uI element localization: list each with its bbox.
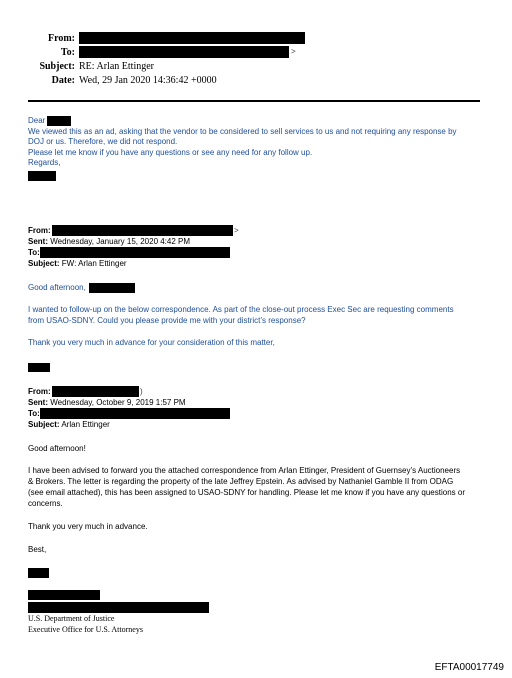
- fwd2-subject-line: [28, 420, 110, 431]
- redaction-fwd2-from: [52, 386, 139, 397]
- redaction-header-from: [79, 32, 305, 44]
- fwd1-greeting: Good afternoon,: [28, 283, 86, 292]
- redaction-reply-name: [47, 116, 71, 126]
- redaction-fwd1-to: [40, 247, 230, 258]
- reply-body-line2: DOJ or us. Therefore, we did not respond.: [28, 137, 178, 146]
- reply-salutation: Dear: [28, 116, 46, 125]
- fwd2-subject-label: Subject:: [28, 420, 60, 429]
- bates-number: EFTA00017749: [434, 662, 504, 673]
- redaction-header-to: [79, 46, 289, 58]
- header-date-label: Date:: [51, 75, 75, 86]
- fwd2-subject: Arlan Ettinger: [61, 420, 110, 429]
- fwd2-sent-label: Sent:: [28, 398, 48, 407]
- reply-closing: Regards,: [28, 158, 61, 167]
- fwd2-signature-office: Executive Office for U.S. Attorneys: [28, 625, 143, 634]
- header-to-label: To:: [60, 47, 75, 58]
- fwd1-to-label: To:: [28, 248, 40, 257]
- fwd1-body-line2: from USAO-SDNY. Could you please provide me with your district’s response?: [28, 316, 306, 325]
- fwd1-from-suffix: >: [234, 226, 239, 235]
- fwd2-closing: Best,: [28, 545, 47, 554]
- fwd2-signature-org: U.S. Department of Justice: [28, 614, 115, 623]
- redaction-fwd1-greeting-name: [89, 283, 135, 293]
- header-divider: [28, 100, 480, 102]
- header-date: Wed, 29 Jan 2020 14:36:42 +0000: [79, 75, 217, 86]
- header-to-suffix: >: [291, 47, 296, 56]
- redaction-fwd1-signature: [28, 363, 50, 372]
- fwd2-body-line1: I have been advised to forward you the attached correspondence from Arlan Ettinger, President of Guernsey’s Auctioneers: [28, 466, 461, 475]
- redaction-fwd2-signature-initials: [28, 568, 49, 578]
- reply-body-line3: Please let me know if you have any questions or see any need for any follow up.: [28, 147, 313, 157]
- reply-body-line1: We viewed this as an ad, asking that the vendor to be considered to sell services to us and not requiring any response by: [28, 126, 457, 136]
- fwd2-thanks: Thank you very much in advance.: [28, 522, 148, 531]
- header-subject: RE: Arlan Ettinger: [79, 61, 154, 72]
- fwd1-from-label: From:: [28, 226, 51, 235]
- header-from-label: From:: [47, 33, 75, 44]
- fwd1-sent: Wednesday, January 15, 2020 4:42 PM: [50, 237, 191, 246]
- fwd2-to-label: To:: [28, 409, 40, 418]
- redaction-fwd2-signature-title: [28, 602, 209, 613]
- fwd1-sent-line: [28, 237, 190, 248]
- fwd1-subject-line: [28, 259, 127, 270]
- fwd1-body-line1: I wanted to follow-up on the below correspondence. As part of the close-out process Exec Sec are requesting comments: [28, 305, 454, 314]
- fwd1-subject: FW: Arlan Ettinger: [61, 259, 127, 268]
- fwd2-body-line4: concerns.: [28, 499, 63, 508]
- redaction-fwd2-signature-name: [28, 590, 100, 600]
- fwd1-subject-label: Subject:: [28, 259, 60, 268]
- redaction-fwd1-from: [52, 225, 233, 236]
- fwd2-greeting: Good afternoon!: [28, 444, 86, 453]
- header-subject-label: Subject:: [39, 61, 75, 72]
- redaction-fwd2-to: [40, 408, 230, 419]
- fwd2-sent-line: [28, 398, 186, 409]
- fwd2-sent: Wednesday, October 9, 2019 1:57 PM: [50, 398, 186, 407]
- redaction-reply-signature: [28, 171, 56, 181]
- fwd1-sent-label: Sent:: [28, 237, 48, 246]
- fwd1-thanks: Thank you very much in advance for your consideration of this matter,: [28, 338, 275, 347]
- fwd2-from-suffix: ): [140, 387, 143, 396]
- fwd2-body-line3: (see email attached), this has been assigned to USAO-SDNY for handling. Please let me know if you have any questions or: [28, 488, 465, 497]
- fwd2-from-label: From:: [28, 387, 51, 396]
- fwd2-body-line2: & Brokers. The letter is regarding the property of the late Jeffrey Epstein. As advised by Nathaniel Gamble II from ODAG: [28, 477, 454, 486]
